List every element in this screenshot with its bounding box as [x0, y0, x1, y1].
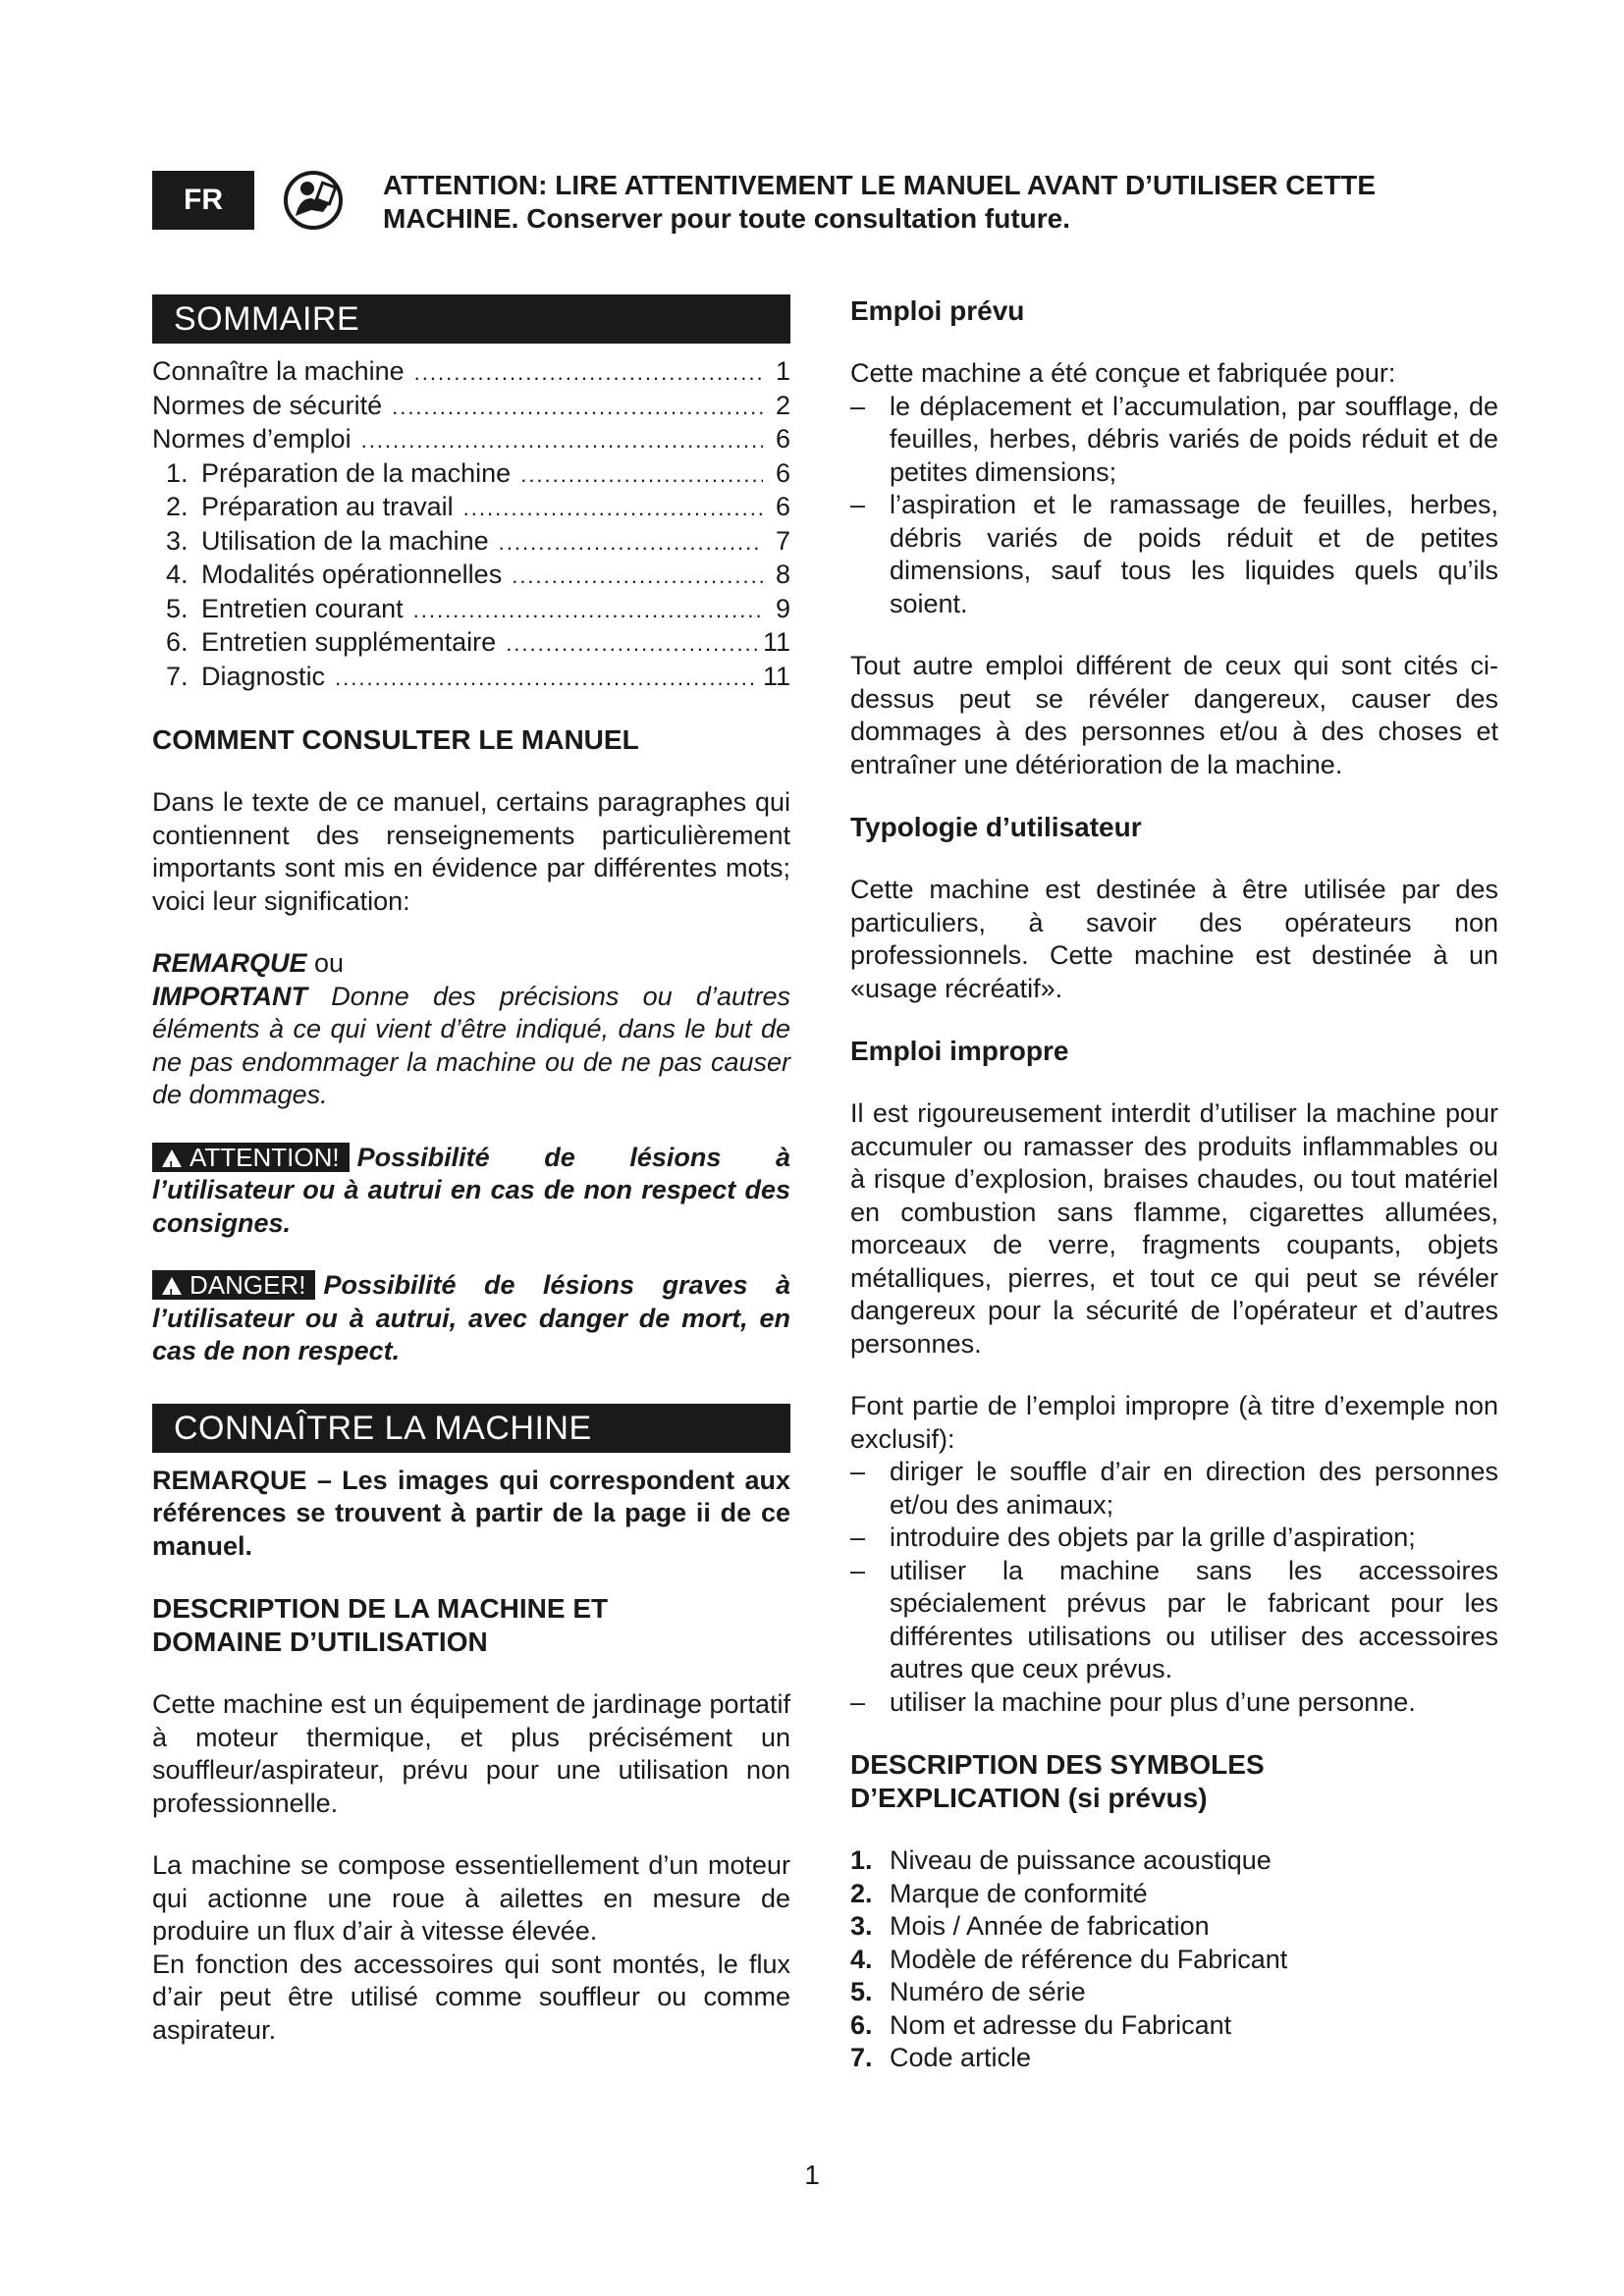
important-text: Donne des précisions ou d’autres éléments à ce qui vient d’être indiqué, dans le but de ne pas endommager la machine ou de ne pas causer de dommages. — [152, 981, 790, 1109]
heading-emploi-prevu: Emploi prévu — [850, 295, 1025, 326]
remarque-block — [152, 947, 790, 1112]
toc-leader-dots — [512, 560, 763, 593]
toc-label: Normes d’emploi — [152, 424, 352, 454]
toc-number: 6. — [166, 627, 189, 657]
toc-label: Normes de sécurité — [152, 390, 383, 420]
emploi-prevu-warning: Tout autre emploi différent de ceux qui sont cités ci-dessus peut se révéler dangereux, causer des dommages à des personnes et/ou à des choses et entraîner une détérioration de la machine. — [850, 651, 1498, 779]
language-badge: FR — [152, 171, 254, 230]
toc-page-number: 9 — [775, 593, 790, 623]
emploi-impropre-list — [850, 1456, 1498, 1719]
warning-triangle-icon — [162, 1277, 182, 1295]
toc-label: Diagnostic — [201, 661, 326, 691]
toc-page-number: 6 — [775, 457, 790, 488]
toc-leader-dots — [335, 662, 757, 695]
toc-leader-dots — [506, 627, 757, 661]
attention-block — [152, 1142, 790, 1241]
toc-label: Préparation de la machine — [201, 457, 512, 488]
toc-page-number: 7 — [775, 525, 790, 556]
toc-page-number: 8 — [775, 560, 790, 589]
toc-leader-dots — [499, 526, 763, 560]
toc-label: Entretien courant — [201, 593, 404, 623]
toc-number: 3. — [166, 525, 189, 556]
important-label: IMPORTANT — [152, 981, 307, 1011]
toc-leader-dots — [413, 594, 763, 627]
list-item: 4. Modèle de référence du Fabricant — [850, 1944, 1288, 1974]
page-number: 1 — [804, 2160, 820, 2190]
list-item: – utiliser la machine sans les accessoires spécialement prévus par le fabricant pour les différentes utilisations ou utiliser des accessoires autres que ceux prévus. — [850, 1555, 1498, 1686]
left-column — [152, 294, 790, 2047]
toc-leader-dots — [392, 391, 763, 424]
paragraph-description-3: En fonction des accessoires qui sont montés, le flux d’air peut être utilisé comme souffleur ou comme aspirateur. — [152, 1949, 790, 2045]
warning-triangle-icon — [162, 1149, 182, 1167]
ou-label: ou — [314, 948, 345, 978]
toc-label: Utilisation de la machine — [201, 525, 489, 556]
danger-tag: !DANGER! — [152, 1270, 315, 1300]
toc-row — [152, 423, 790, 457]
toc-row — [152, 593, 790, 627]
list-item: – introduire des objets par la grille d’aspiration; — [850, 1522, 1498, 1555]
toc-page-number: 11 — [762, 661, 790, 691]
toc-row — [152, 525, 790, 560]
symbols-list — [850, 1844, 1498, 2075]
right-column — [850, 294, 1498, 2075]
toc-leader-dots — [463, 492, 763, 525]
heading-description-machine: DESCRIPTION DE LA MACHINE ET DOMAINE D’UTILISATION — [152, 1593, 609, 1657]
section-title-sommaire: SOMMAIRE — [152, 294, 790, 344]
page-header — [152, 167, 1468, 236]
toc-number: 7. — [166, 661, 189, 691]
typologie-text: Cette machine est destinée à être utilisée par des particuliers, à savoir des opérateurs non professionnels. Cette machine est destinée à un «usage récréatif». — [850, 875, 1498, 1003]
toc-leader-dots — [520, 458, 763, 492]
danger-text: Possibilité de lésions graves à l’utilisateur ou à autrui, avec danger de mort, en cas de non respect. — [152, 1270, 790, 1365]
paragraph-intro: Dans le texte de ce manuel, certains paragraphes qui contiennent des renseignements particulièrement importants sont mis en évidence par différentes mots; voici leur signification: — [152, 787, 790, 916]
danger-block — [152, 1269, 790, 1368]
toc-row — [152, 661, 790, 695]
list-item: 3. Mois / Année de fabrication — [850, 1911, 1210, 1941]
toc-page-number: 1 — [775, 356, 790, 386]
section-title-connaitre: CONNAÎTRE LA MACHINE — [152, 1404, 790, 1453]
list-item: 5. Numéro de série — [850, 1977, 1086, 2006]
list-item: – le déplacement et l’accumulation, par soufflage, de feuilles, herbes, débris variés de poids réduit et de petites dimensions; — [850, 391, 1498, 490]
toc-row — [152, 626, 790, 661]
list-item: – utiliser la machine pour plus d’une personne. — [850, 1686, 1498, 1720]
toc-number: 2. — [166, 492, 189, 521]
manual-warning: ATTENTION: LIRE ATTENTIVEMENT LE MANUEL AVANT D’UTILISER CETTE MACHINE. Conserver pour toute consultation future. — [383, 170, 1377, 234]
attention-tag: !ATTENTION! — [152, 1143, 350, 1172]
paragraph-description-1: Cette machine est un équipement de jardinage portatif à moteur thermique, et plus précisément un souffleur/aspirateur, prévu pour une utilisation non professionnelle. — [152, 1689, 790, 1818]
toc-label: Connaître la machine — [152, 356, 405, 386]
toc-leader-dots — [361, 424, 763, 457]
list-item: – diriger le souffle d’air en direction des personnes et/ou des animaux; — [850, 1456, 1498, 1522]
toc-page-number: 6 — [775, 424, 790, 454]
emploi-impropre-text: Il est rigoureusement interdit d’utiliser la machine pour accumuler ou ramasser des produits inflammables ou à risque d’explosion, braises chaudes, ou tout matériel en combustion sans flamme, cigarettes allumées, morceaux de verre, fragments coupants, objets métalliques, pierres, et tout ce qui peut se révéler dangereux pour la sécurité de l’opérateur et d’autres personnes. — [850, 1098, 1498, 1359]
toc-label: Entretien supplémentaire — [201, 627, 497, 657]
heading-typologie: Typologie d’utilisateur — [850, 812, 1142, 842]
list-item: – l’aspiration et le ramassage de feuilles, herbes, débris variés de poids réduit et de petites dimensions, sauf tous les liquides quels qu’ils soient. — [850, 489, 1498, 620]
toc-number: 1. — [166, 457, 189, 488]
heading-comment-consulter: COMMENT CONSULTER LE MANUEL — [152, 724, 639, 755]
emploi-prevu-intro: Cette machine a été conçue et fabriquée pour: — [850, 358, 1396, 388]
toc-label: Préparation au travail — [201, 492, 454, 521]
toc-page-number: 2 — [775, 390, 790, 420]
toc-label: Modalités opérationnelles — [201, 560, 503, 589]
remarque-images-note: REMARQUE – Les images qui correspondent aux références se trouvent à partir de la page ii de ce manuel. — [152, 1465, 790, 1561]
toc-row — [152, 355, 790, 390]
heading-symboles: DESCRIPTION DES SYMBOLES D’EXPLICATION (si prévus) — [850, 1749, 1265, 1813]
list-item: 7. Code article — [850, 2043, 1032, 2072]
attention-text: Possibilité de lésions à l’utilisateur ou à autrui en cas de non respect des consignes. — [152, 1142, 790, 1238]
paragraph-description-2: La machine se compose essentiellement d’un moteur qui actionne une roue à ailettes en mesure de produire un flux d’air à vitesse élevée. — [152, 1850, 790, 1946]
list-item: 1. Niveau de puissance acoustique — [850, 1845, 1272, 1875]
remarque-label: REMARQUE — [152, 948, 307, 978]
toc-row — [152, 559, 790, 593]
toc-leader-dots — [414, 356, 763, 390]
heading-emploi-impropre: Emploi impropre — [850, 1036, 1069, 1066]
toc-row — [152, 457, 790, 492]
toc-number: 5. — [166, 593, 189, 623]
emploi-prevu-list — [850, 391, 1498, 621]
toc-page-number: 6 — [775, 492, 790, 521]
list-item: 6. Nom et adresse du Fabricant — [850, 2009, 1232, 2040]
toc-number: 4. — [166, 560, 189, 589]
read-manual-icon — [282, 169, 345, 232]
toc-row — [152, 390, 790, 424]
emploi-impropre-examples-intro: Font partie de l’emploi impropre (à titre d’exemple non exclusif): — [850, 1391, 1498, 1454]
table-of-contents — [152, 355, 790, 694]
list-item: 2. Marque de conformité — [850, 1878, 1148, 1908]
toc-row — [152, 491, 790, 525]
toc-page-number: 11 — [762, 627, 790, 657]
